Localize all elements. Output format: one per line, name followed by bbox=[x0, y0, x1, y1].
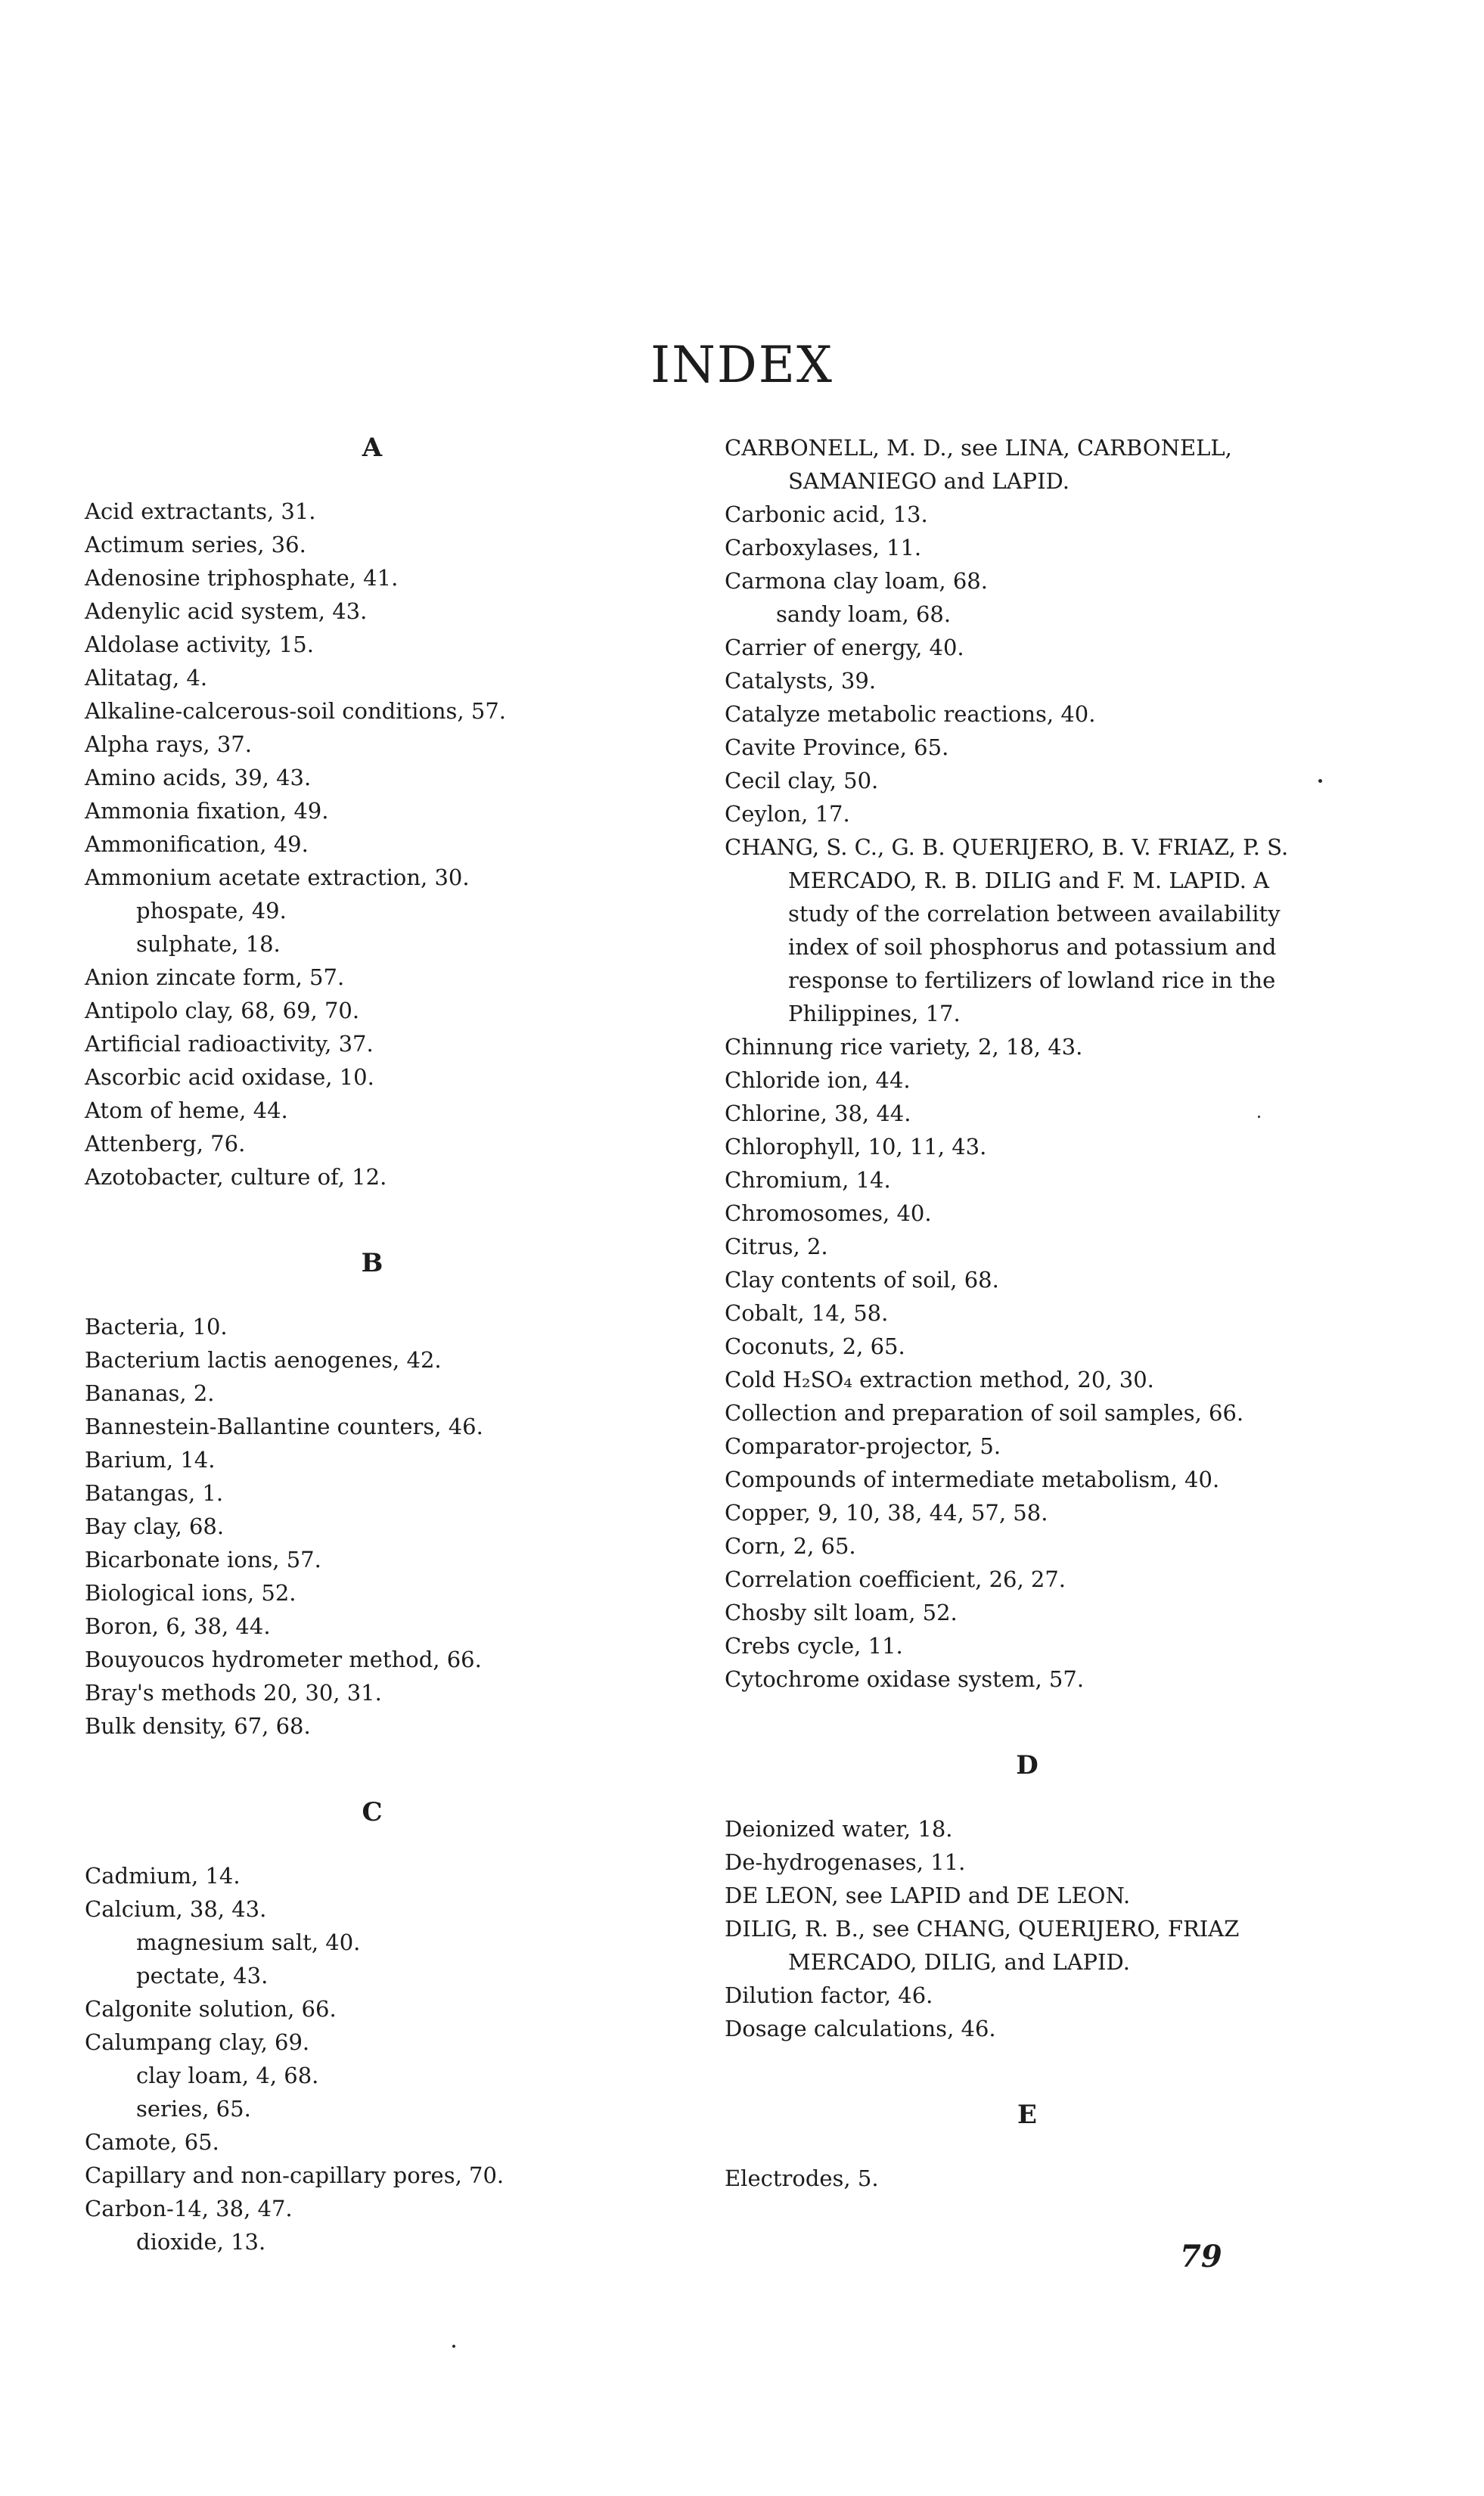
index-subentry: magnesium salt, 40. bbox=[136, 1929, 361, 1955]
section-letter: B bbox=[361, 1248, 383, 1278]
index-entry: Bananas, 2. bbox=[85, 1380, 215, 1406]
index-entry: Biological ions, 52. bbox=[85, 1580, 296, 1606]
index-entry: Electrodes, 5. bbox=[725, 2165, 879, 2191]
index-section bbox=[85, 431, 660, 1194]
index-entry: Bulk density, 67, 68. bbox=[85, 1713, 311, 1739]
index-entry: Bannestein-Ballantine counters, 46. bbox=[85, 1414, 483, 1439]
section-letter: D bbox=[1016, 1750, 1038, 1780]
index-entry: Bay clay, 68. bbox=[85, 1513, 225, 1539]
index-entry: Ammonium acetate extraction, 30. bbox=[85, 865, 470, 890]
index-entry: Attenberg, 76. bbox=[85, 1131, 246, 1156]
index-subentry: pectate, 43. bbox=[136, 1963, 269, 1988]
index-entry: Cobalt, 14, 58. bbox=[725, 1300, 889, 1326]
index-entry: Chosby silt loam, 52. bbox=[725, 1600, 958, 1625]
index-entry: Ammonification, 49. bbox=[85, 831, 309, 857]
index-entry: Chinnung rice variety, 2, 18, 43. bbox=[725, 1034, 1083, 1060]
index-entry: Boron, 6, 38, 44. bbox=[85, 1613, 271, 1639]
print-speck bbox=[1318, 779, 1322, 783]
index-entry: Acid extractants, 31. bbox=[85, 498, 316, 524]
index-entry: Correlation coefficient, 26, 27. bbox=[725, 1566, 1066, 1592]
index-entry: Adenylic acid system, 43. bbox=[85, 598, 368, 624]
index-entry: Dilution factor, 46. bbox=[725, 1982, 933, 2008]
index-entry: Calcium, 38, 43. bbox=[85, 1896, 267, 1922]
index-entry: Capillary and non-capillary pores, 70. bbox=[85, 2162, 504, 2188]
index-entry: Bacteria, 10. bbox=[85, 1314, 228, 1340]
index-entry: Antipolo clay, 68, 69, 70. bbox=[85, 998, 360, 1023]
index-entry: Carbonic acid, 13. bbox=[725, 501, 928, 527]
index-entry: Calgonite solution, 66. bbox=[85, 1996, 337, 2022]
index-entry: Compounds of intermediate metabolism, 40. bbox=[725, 1467, 1220, 1492]
index-entry: Atom of heme, 44. bbox=[85, 1097, 288, 1123]
index-entry: Barium, 14. bbox=[85, 1447, 216, 1473]
index-subentry: dioxide, 13. bbox=[136, 2229, 266, 2255]
index-entry: CHANG, S. C., G. B. QUERIJERO, B. V. FRIAZ, P. S. MERCADO, R. B. DILIG and F. M. LAPID. A study of the correlation between availability index of soil phosphorus and potassium and response to fertilizers of lowland rice in the Philippines, 17. bbox=[725, 834, 1289, 1026]
index-section bbox=[725, 431, 1330, 1696]
index-entry: Calumpang clay, 69. bbox=[85, 2029, 310, 2055]
index-entry: Carmona clay loam, 68. bbox=[725, 568, 988, 594]
index-entry: Camote, 65. bbox=[85, 2129, 219, 2155]
index-entry: Chloride ion, 44. bbox=[725, 1067, 911, 1093]
index-entry: Dosage calculations, 46. bbox=[725, 2016, 996, 2041]
index-entry: Amino acids, 39, 43. bbox=[85, 765, 312, 790]
index-title: INDEX bbox=[650, 336, 834, 394]
index-entry: Anion zincate form, 57. bbox=[85, 964, 345, 990]
index-entry: Bray's methods 20, 30, 31. bbox=[85, 1680, 382, 1706]
index-entry: Carbon-14, 38, 47. bbox=[85, 2196, 293, 2221]
index-subentry: sandy loam, 68. bbox=[776, 601, 952, 627]
index-entry: Cecil clay, 50. bbox=[725, 768, 879, 793]
index-entry: Comparator-projector, 5. bbox=[725, 1433, 1001, 1459]
index-entry: Batangas, 1. bbox=[85, 1480, 224, 1506]
index-entry: Cavite Province, 65. bbox=[725, 734, 949, 760]
index-entry: Artificial radioactivity, 37. bbox=[85, 1031, 374, 1057]
section-letter: E bbox=[1017, 2100, 1037, 2130]
index-section bbox=[725, 1749, 1330, 2045]
index-entry: Citrus, 2. bbox=[725, 1234, 828, 1259]
index-entry: Corn, 2, 65. bbox=[725, 1533, 856, 1559]
index-subentry: phospate, 49. bbox=[136, 898, 287, 924]
index-entry: Bacterium lactis aenogenes, 42. bbox=[85, 1347, 442, 1373]
index-entry: Cold H₂SO₄ extraction method, 20, 30. bbox=[725, 1367, 1154, 1392]
index-section bbox=[725, 2098, 1330, 2195]
index-entry: Carboxylases, 11. bbox=[725, 535, 922, 560]
index-section bbox=[85, 1246, 660, 1743]
index-entry: Chromium, 14. bbox=[725, 1167, 891, 1193]
index-entry: Actimum series, 36. bbox=[85, 532, 306, 557]
index-entry: Collection and preparation of soil samples, 66. bbox=[725, 1400, 1244, 1426]
index-entry: De-hydrogenases, 11. bbox=[725, 1849, 966, 1875]
index-entry: Clay contents of soil, 68. bbox=[725, 1267, 999, 1293]
index-entry: Carrier of energy, 40. bbox=[725, 635, 964, 660]
index-entry: Cadmium, 14. bbox=[85, 1863, 241, 1889]
index-entry: Ascorbic acid oxidase, 10. bbox=[85, 1064, 374, 1090]
index-entry: Ceylon, 17. bbox=[725, 801, 850, 827]
index-subentry: series, 65. bbox=[136, 2096, 251, 2122]
index-entry: Catalyze metabolic reactions, 40. bbox=[725, 701, 1096, 727]
index-entry: Alpha rays, 37. bbox=[85, 731, 252, 757]
section-letter: C bbox=[362, 1797, 383, 1827]
section-letter: A bbox=[362, 433, 383, 463]
right-column bbox=[725, 408, 1330, 2195]
index-section bbox=[85, 1796, 660, 2259]
index-entry: Bouyoucos hydrometer method, 66. bbox=[85, 1647, 482, 1672]
index-entry: Azotobacter, culture of, 12. bbox=[85, 1164, 387, 1190]
index-entry: Bicarbonate ions, 57. bbox=[85, 1547, 321, 1572]
index-entry: Alitatag, 4. bbox=[85, 665, 208, 691]
index-entry: Ammonia fixation, 49. bbox=[85, 798, 329, 824]
index-entry: Aldolase activity, 15. bbox=[85, 632, 314, 657]
index-entry: DE LEON, see LAPID and DE LEON. bbox=[725, 1883, 1131, 1908]
index-entry: Chromosomes, 40. bbox=[725, 1200, 932, 1226]
index-entry: DILIG, R. B., see CHANG, QUERIJERO, FRIAZ MERCADO, DILIG, and LAPID. bbox=[725, 1916, 1240, 1975]
index-entry: Coconuts, 2, 65. bbox=[725, 1333, 905, 1359]
index-subentry: clay loam, 4, 68. bbox=[136, 2063, 319, 2088]
index-entry: Crebs cycle, 11. bbox=[725, 1633, 903, 1659]
index-entry: Chlorophyll, 10, 11, 43. bbox=[725, 1134, 987, 1160]
index-entry: Copper, 9, 10, 38, 44, 57, 58. bbox=[725, 1500, 1048, 1526]
page-number: 79 bbox=[1180, 2239, 1222, 2274]
index-entry: Deionized water, 18. bbox=[725, 1816, 953, 1842]
index-subentry: sulphate, 18. bbox=[136, 931, 281, 957]
index-entry: Cytochrome oxidase system, 57. bbox=[725, 1666, 1085, 1692]
index-entry: Alkaline-calcerous-soil conditions, 57. bbox=[85, 698, 506, 724]
index-entry: Adenosine triphosphate, 41. bbox=[85, 565, 399, 591]
index-entry: Chlorine, 38, 44. bbox=[725, 1101, 911, 1126]
index-entry: CARBONELL, M. D., see LINA, CARBONELL, SAMANIEGO and LAPID. bbox=[725, 435, 1232, 494]
index-entry: Catalysts, 39. bbox=[725, 668, 877, 694]
print-speck bbox=[1258, 1116, 1260, 1118]
print-speck bbox=[452, 2345, 455, 2348]
left-column bbox=[85, 408, 660, 2259]
